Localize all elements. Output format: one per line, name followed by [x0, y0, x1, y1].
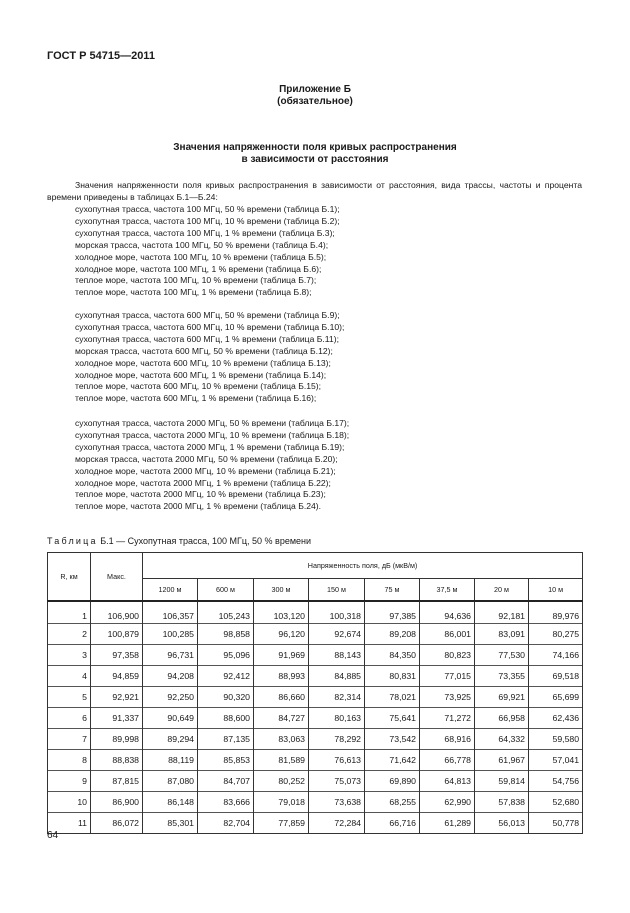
field-strength-cell: 100,285 — [143, 624, 198, 645]
column-header-height: 37,5 м — [420, 579, 475, 602]
list-item: сухопутная трасса, частота 2000 МГц, 1 % времени (таблица Б.19); — [75, 441, 345, 452]
field-strength-cell: 103,120 — [254, 601, 309, 624]
field-strength-cell: 71,272 — [420, 708, 475, 729]
column-header-height: 1200 м — [143, 579, 198, 602]
field-strength-cell: 96,731 — [143, 645, 198, 666]
list-item: холодное море, частота 600 МГц, 1 % времени (таблица Б.14); — [75, 369, 327, 380]
distance-cell: 4 — [48, 666, 91, 687]
field-strength-cell: 80,275 — [529, 624, 583, 645]
field-strength-cell: 80,163 — [309, 708, 365, 729]
field-strength-cell: 88,119 — [143, 750, 198, 771]
max-value-cell: 88,838 — [91, 750, 143, 771]
field-strength-cell: 86,148 — [143, 792, 198, 813]
column-group-header: Напряженность поля, дБ (мкВ/м) — [143, 553, 583, 579]
column-header-height: 10 м — [529, 579, 583, 602]
field-strength-cell: 88,143 — [309, 645, 365, 666]
field-strength-cell: 89,976 — [529, 601, 583, 624]
intro-paragraph: Значения напряженности поля кривых распространения в зависимости от расстояния, вида трассы, частоты и процента времени приведены в таблицах Б.1—Б.24: — [47, 180, 582, 202]
field-strength-cell: 92,181 — [475, 601, 529, 624]
field-strength-cell: 84,707 — [198, 771, 254, 792]
field-strength-cell: 64,813 — [420, 771, 475, 792]
table-body — [48, 601, 583, 834]
table-row — [48, 750, 583, 771]
field-strength-cell: 100,318 — [309, 601, 365, 624]
section-heading — [0, 142, 630, 166]
field-strength-cell: 75,641 — [365, 708, 420, 729]
max-value-cell: 97,358 — [91, 645, 143, 666]
list-item: теплое море, частота 600 МГц, 1 % времени (таблица Б.16); — [75, 393, 317, 404]
column-header-max: Макс. — [91, 553, 143, 602]
field-strength-cell: 85,301 — [143, 813, 198, 834]
column-header-distance: R, км — [48, 553, 91, 602]
table-row — [48, 624, 583, 645]
field-strength-cell: 57,041 — [529, 750, 583, 771]
distance-cell: 7 — [48, 729, 91, 750]
field-strength-cell: 86,001 — [420, 624, 475, 645]
field-strength-cell: 59,814 — [475, 771, 529, 792]
max-value-cell: 94,859 — [91, 666, 143, 687]
list-group-100mhz — [75, 204, 340, 299]
field-strength-cell: 74,166 — [529, 645, 583, 666]
field-strength-cell: 92,412 — [198, 666, 254, 687]
table-row — [48, 687, 583, 708]
list-item: сухопутная трасса, частота 100 МГц, 1 % времени (таблица Б.3); — [75, 227, 335, 238]
list-item: теплое море, частота 600 МГц, 10 % времени (таблица Б.15); — [75, 381, 322, 392]
field-strength-cell: 83,063 — [254, 729, 309, 750]
field-strength-cell: 73,355 — [475, 666, 529, 687]
field-strength-cell: 66,716 — [365, 813, 420, 834]
field-strength-cell: 88,600 — [198, 708, 254, 729]
field-strength-cell: 54,756 — [529, 771, 583, 792]
list-item: холодное море, частота 600 МГц, 10 % времени (таблица Б.13); — [75, 357, 331, 368]
field-strength-cell: 66,778 — [420, 750, 475, 771]
field-strength-cell: 92,674 — [309, 624, 365, 645]
field-strength-cell: 62,436 — [529, 708, 583, 729]
field-strength-cell: 84,350 — [365, 645, 420, 666]
field-strength-cell: 88,993 — [254, 666, 309, 687]
max-value-cell: 89,998 — [91, 729, 143, 750]
list-item: холодное море, частота 100 МГц, 1 % времени (таблица Б.6); — [75, 263, 322, 274]
field-strength-cell: 80,831 — [365, 666, 420, 687]
table-caption-label: Таблица — [47, 536, 98, 546]
field-strength-cell: 91,969 — [254, 645, 309, 666]
distance-cell: 2 — [48, 624, 91, 645]
list-item: сухопутная трасса, частота 100 МГц, 10 % времени (таблица Б.2); — [75, 215, 340, 226]
distance-cell: 8 — [48, 750, 91, 771]
list-item: сухопутная трасса, частота 600 МГц, 10 % времени (таблица Б.10); — [75, 321, 345, 332]
field-strength-cell: 95,096 — [198, 645, 254, 666]
field-strength-cell: 77,859 — [254, 813, 309, 834]
appendix-title: Приложение Б — [279, 84, 351, 95]
column-header-height: 20 м — [475, 579, 529, 602]
field-strength-cell: 69,518 — [529, 666, 583, 687]
field-strength-cell: 57,838 — [475, 792, 529, 813]
field-strength-cell: 71,642 — [365, 750, 420, 771]
field-strength-cell: 78,021 — [365, 687, 420, 708]
field-strength-cell: 59,580 — [529, 729, 583, 750]
max-value-cell: 100,879 — [91, 624, 143, 645]
max-value-cell: 87,815 — [91, 771, 143, 792]
field-strength-cell: 61,289 — [420, 813, 475, 834]
field-strength-cell: 90,320 — [198, 687, 254, 708]
table-row — [48, 601, 583, 624]
field-strength-cell: 82,704 — [198, 813, 254, 834]
column-header-height: 300 м — [254, 579, 309, 602]
list-group-600mhz — [75, 310, 344, 405]
list-item: морская трасса, частота 600 МГц, 50 % времени (таблица Б.12); — [75, 345, 333, 356]
table-row — [48, 645, 583, 666]
field-strength-cell: 73,925 — [420, 687, 475, 708]
list-item: теплое море, частота 2000 МГц, 10 % времени (таблица Б.23); — [75, 489, 326, 500]
field-strength-cell: 79,018 — [254, 792, 309, 813]
list-item: сухопутная трасса, частота 600 МГц, 1 % времени (таблица Б.11); — [75, 333, 339, 344]
column-header-height: 150 м — [309, 579, 365, 602]
distance-cell: 11 — [48, 813, 91, 834]
field-strength-cell: 92,250 — [143, 687, 198, 708]
field-strength-cell: 69,890 — [365, 771, 420, 792]
column-header-height: 75 м — [365, 579, 420, 602]
field-strength-cell: 87,135 — [198, 729, 254, 750]
table-caption — [47, 536, 311, 546]
field-strength-cell: 94,208 — [143, 666, 198, 687]
table-caption-text: Б.1 — Сухопутная трасса, 100 МГц, 50 % времени — [97, 536, 312, 546]
max-value-cell: 92,921 — [91, 687, 143, 708]
appendix-subtitle: (обязательное) — [277, 96, 353, 107]
list-item: холодное море, частота 2000 МГц, 1 % времени (таблица Б.22); — [75, 477, 331, 488]
field-strength-cell: 90,649 — [143, 708, 198, 729]
distance-cell: 6 — [48, 708, 91, 729]
table-row — [48, 792, 583, 813]
section-heading-line-2: в зависимости от расстояния — [241, 154, 389, 165]
field-strength-cell: 106,357 — [143, 601, 198, 624]
field-strength-cell: 105,243 — [198, 601, 254, 624]
field-strength-cell: 69,921 — [475, 687, 529, 708]
max-value-cell: 86,072 — [91, 813, 143, 834]
field-strength-cell: 66,958 — [475, 708, 529, 729]
list-item: морская трасса, частота 2000 МГц, 50 % времени (таблица Б.20); — [75, 453, 338, 464]
field-strength-cell: 77,530 — [475, 645, 529, 666]
field-strength-cell: 80,823 — [420, 645, 475, 666]
section-heading-line-1: Значения напряженности поля кривых распространения — [173, 142, 457, 153]
field-strength-cell: 52,680 — [529, 792, 583, 813]
field-strength-cell: 73,638 — [309, 792, 365, 813]
table-row — [48, 708, 583, 729]
field-strength-cell: 78,292 — [309, 729, 365, 750]
field-strength-cell: 56,013 — [475, 813, 529, 834]
field-strength-cell: 81,589 — [254, 750, 309, 771]
distance-cell: 3 — [48, 645, 91, 666]
field-strength-cell: 73,542 — [365, 729, 420, 750]
field-strength-table — [47, 552, 583, 834]
table-row — [48, 666, 583, 687]
field-strength-cell: 97,385 — [365, 601, 420, 624]
field-strength-cell: 77,015 — [420, 666, 475, 687]
field-strength-cell: 84,885 — [309, 666, 365, 687]
distance-cell: 10 — [48, 792, 91, 813]
field-strength-cell: 87,080 — [143, 771, 198, 792]
column-header-height: 600 м — [198, 579, 254, 602]
max-value-cell: 91,337 — [91, 708, 143, 729]
field-strength-cell: 94,636 — [420, 601, 475, 624]
field-strength-cell: 83,666 — [198, 792, 254, 813]
max-value-cell: 106,900 — [91, 601, 143, 624]
distance-cell: 9 — [48, 771, 91, 792]
list-item: теплое море, частота 100 МГц, 10 % времени (таблица Б.7); — [75, 275, 317, 286]
list-item: сухопутная трасса, частота 600 МГц, 50 % времени (таблица Б.9); — [75, 310, 340, 320]
field-strength-cell: 89,208 — [365, 624, 420, 645]
distance-cell: 1 — [48, 601, 91, 624]
field-strength-cell: 96,120 — [254, 624, 309, 645]
list-item: морская трасса, частота 100 МГц, 50 % времени (таблица Б.4); — [75, 239, 329, 250]
field-strength-cell: 72,284 — [309, 813, 365, 834]
distance-cell: 5 — [48, 687, 91, 708]
list-item: сухопутная трасса, частота 2000 МГц, 10 % времени (таблица Б.18); — [75, 429, 350, 440]
field-strength-cell: 68,255 — [365, 792, 420, 813]
field-strength-cell: 98,858 — [198, 624, 254, 645]
field-strength-cell: 80,252 — [254, 771, 309, 792]
field-strength-cell: 82,314 — [309, 687, 365, 708]
field-strength-cell: 50,778 — [529, 813, 583, 834]
field-strength-cell: 84,727 — [254, 708, 309, 729]
field-strength-cell: 76,613 — [309, 750, 365, 771]
field-strength-cell: 68,916 — [420, 729, 475, 750]
field-strength-cell: 85,853 — [198, 750, 254, 771]
page-number: 64 — [47, 830, 59, 841]
list-item: сухопутная трасса, частота 100 МГц, 50 % времени (таблица Б.1); — [75, 204, 340, 214]
table-row — [48, 729, 583, 750]
list-group-2000mhz — [75, 418, 349, 513]
field-strength-cell: 61,967 — [475, 750, 529, 771]
field-strength-cell: 62,990 — [420, 792, 475, 813]
max-value-cell: 86,900 — [91, 792, 143, 813]
list-item: холодное море, частота 2000 МГц, 10 % времени (таблица Б.21); — [75, 465, 336, 476]
field-strength-cell: 83,091 — [475, 624, 529, 645]
list-item: сухопутная трасса, частота 2000 МГц, 50 % времени (таблица Б.17); — [75, 418, 350, 428]
table-row — [48, 771, 583, 792]
table-row — [48, 813, 583, 834]
list-item: теплое море, частота 2000 МГц, 1 % времени (таблица Б.24). — [75, 501, 322, 512]
appendix-block — [0, 84, 630, 108]
list-item: холодное море, частота 100 МГц, 10 % времени (таблица Б.5); — [75, 251, 327, 262]
document-header: ГОСТ Р 54715—2011 — [47, 50, 155, 62]
field-strength-cell: 64,332 — [475, 729, 529, 750]
field-strength-cell: 65,699 — [529, 687, 583, 708]
list-item: теплое море, частота 100 МГц, 1 % времени (таблица Б.8); — [75, 287, 312, 298]
field-strength-cell: 75,073 — [309, 771, 365, 792]
field-strength-cell: 89,294 — [143, 729, 198, 750]
field-strength-cell: 86,660 — [254, 687, 309, 708]
